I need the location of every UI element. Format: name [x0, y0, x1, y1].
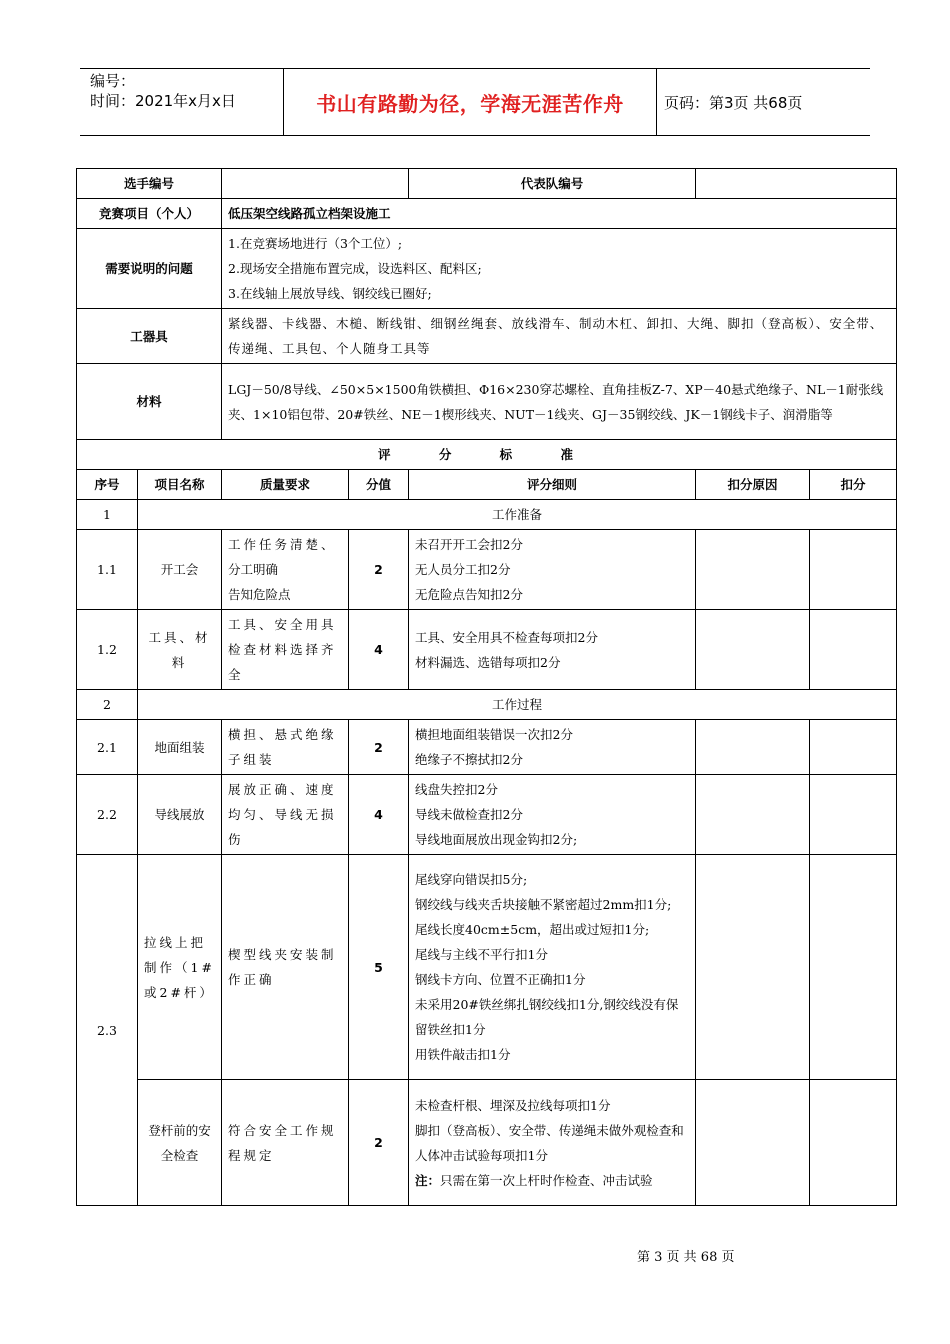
- rule-line: 绝缘子不擦拭扣2分: [415, 752, 523, 767]
- deduct-reason-cell[interactable]: [696, 530, 810, 610]
- rule-line: 线盘失控扣2分: [415, 782, 498, 797]
- item-name: 工具、材料: [138, 610, 222, 690]
- item-no: 1.2: [77, 610, 138, 690]
- rule-line: 无人员分工扣2分: [415, 562, 511, 577]
- table-row: [77, 610, 897, 690]
- deduct-cell[interactable]: [810, 530, 897, 610]
- item-requirement: 楔型线夹安装制作正确: [222, 855, 349, 1080]
- col-header-req: 质量要求: [222, 470, 349, 500]
- item-no: 2.2: [77, 775, 138, 855]
- note-line: 3.在线轴上展放导线、钢绞线已圈好;: [228, 286, 432, 301]
- rule-line: 材料漏选、选错每项扣2分: [415, 654, 561, 670]
- doc-number-label: 编号：: [90, 72, 136, 90]
- deduct-cell[interactable]: [810, 610, 897, 690]
- section-no: 2: [77, 690, 138, 720]
- rule-line: 尾线与主线不平行扣1分: [415, 947, 548, 962]
- rule-line: 钢线卡方向、位置不正确扣1分: [415, 972, 586, 987]
- item-rules: [409, 1080, 696, 1206]
- section-row: [77, 500, 897, 530]
- rule-line: 横担地面组装错误一次扣2分: [415, 727, 573, 742]
- deduct-reason-cell[interactable]: [696, 720, 810, 775]
- deduct-cell[interactable]: [810, 855, 897, 1080]
- info-row-player: [77, 169, 897, 199]
- tools-value: 紧线器、卡线器、木槌、断线钳、细钢丝绳套、放线滑车、制动木杠、卸扣、大绳、脚扣（登高板）、安全带、传递绳、工具包、个人随身工具等: [222, 309, 897, 364]
- item-name: 导线展放: [138, 775, 222, 855]
- event-value: 低压架空线路孤立档架设施工: [222, 199, 897, 229]
- table-row: [77, 855, 897, 1080]
- item-rules: [409, 530, 696, 610]
- scoring-title: 评 分 标 准: [77, 440, 897, 470]
- info-row-notes: [77, 229, 897, 309]
- req-line: 告知危险点: [228, 587, 291, 602]
- item-score: 2: [349, 720, 409, 775]
- rule-line: 用铁件敲击扣1分: [415, 1047, 511, 1062]
- col-header-deduct: 扣分: [810, 470, 897, 500]
- info-row-tools: [77, 309, 897, 364]
- scoring-title-row: [77, 440, 897, 470]
- item-no: 2.1: [77, 720, 138, 775]
- item-no: 1.1: [77, 530, 138, 610]
- col-header-rules: 评分细则: [409, 470, 696, 500]
- item-rules: [409, 610, 696, 690]
- team-no-label-text: 代表队编号: [520, 176, 584, 191]
- item-name: 开工会: [138, 530, 222, 610]
- req-line: 工作任务清楚、: [228, 537, 337, 552]
- deduct-reason-cell[interactable]: [696, 610, 810, 690]
- rule-line: 未召开开工会扣2分: [415, 537, 523, 552]
- player-no-value[interactable]: [222, 169, 409, 199]
- col-header-score: 分值: [349, 470, 409, 500]
- page-footer: 第 3 页 共 68 页: [637, 1250, 735, 1265]
- item-rules: [409, 855, 696, 1080]
- header-page-label: 页码：第3页 共68页: [664, 93, 803, 112]
- rule-line: 工具、安全用具不检查每项扣2分: [415, 629, 598, 645]
- player-no-label: 选手编号: [77, 169, 222, 199]
- note-line: 1.在竞赛场地进行（3个工位）;: [228, 236, 403, 251]
- item-requirement: [222, 530, 349, 610]
- item-requirement: 工具、安全用具检查材料选择齐全: [222, 610, 349, 690]
- event-label: 竞赛项目（个人）: [77, 199, 222, 229]
- rule-note: [415, 1168, 689, 1193]
- header-meta: [90, 71, 236, 111]
- notes-value: [222, 229, 897, 309]
- materials-label: 材料: [77, 364, 222, 440]
- table-row: [77, 720, 897, 775]
- rule-line: 脚扣（登高板）、安全带、传递绳未做外观检查和人体冲击试验每项扣1分: [415, 1122, 684, 1163]
- item-rules: [409, 720, 696, 775]
- item-requirement: 横担、悬式绝缘子组装: [222, 720, 349, 775]
- rule-line: 导线未做检查扣2分: [415, 807, 523, 822]
- col-header-reason: 扣分原因: [696, 470, 810, 500]
- section-title: 工作准备: [138, 500, 897, 530]
- header-motto: 书山有路勤为径，学海无涯苦作舟: [283, 69, 657, 135]
- item-requirement: 展放正确、速度均匀、导线无损伤: [222, 775, 349, 855]
- table-row: [77, 1080, 897, 1206]
- col-header-name: 项目名称: [138, 470, 222, 500]
- item-name: 拉线上把制作（1#或2#杆）: [138, 855, 222, 1080]
- deduct-cell[interactable]: [810, 775, 897, 855]
- item-name: 地面组装: [138, 720, 222, 775]
- rule-line: 钢绞线与线夹舌块接触不紧密超过2mm扣1分;: [415, 897, 672, 912]
- item-rules: [409, 775, 696, 855]
- rule-line: 未采用20#铁丝绑扎钢绞线扣1分,钢绞线没有保留铁丝扣1分: [415, 997, 679, 1037]
- info-row-materials: [77, 364, 897, 440]
- req-line: 分工明确: [228, 562, 279, 577]
- time-label: 时间：2021年x月x日: [90, 92, 236, 110]
- item-name: 登杆前的安全检查: [138, 1080, 222, 1206]
- col-header-no: 序号: [77, 470, 138, 500]
- deduct-reason-cell[interactable]: [696, 775, 810, 855]
- item-no: 2.3: [77, 855, 138, 1206]
- item-score: 4: [349, 775, 409, 855]
- deduct-cell[interactable]: [810, 720, 897, 775]
- deduct-reason-cell[interactable]: [696, 855, 810, 1080]
- info-row-event: [77, 199, 897, 229]
- note-line: 2.现场安全措施布置完成，设选料区、配料区;: [228, 261, 482, 276]
- deduct-cell[interactable]: [810, 1080, 897, 1206]
- rule-line: 无危险点告知扣2分: [415, 587, 523, 602]
- tools-label: 工器具: [77, 309, 222, 364]
- rule-line: 未检查杆根、埋深及拉线每项扣1分: [415, 1097, 611, 1113]
- team-no-label: [409, 169, 696, 199]
- note-text: 只需在第一次上杆时作检查、冲击试验: [440, 1172, 653, 1188]
- scoring-table: [76, 168, 897, 1206]
- deduct-reason-cell[interactable]: [696, 1080, 810, 1206]
- item-score: 2: [349, 1080, 409, 1206]
- section-row: [77, 690, 897, 720]
- rule-line: 尾线穿向错误扣5分;: [415, 872, 528, 887]
- section-no: 1: [77, 500, 138, 530]
- item-score: 2: [349, 530, 409, 610]
- item-score: 4: [349, 610, 409, 690]
- team-no-value[interactable]: [696, 169, 897, 199]
- materials-value: LGJ－50/8导线、∠50×5×1500角铁横担、Φ16×230穿芯螺栓、直角挂板Z-7、XP－40悬式绝缘子、NL－1耐张线夹、1×10铝包带、20#铁丝、NE－1楔形线夹、NUT－1线夹、GJ－35钢绞线、JK－1钢线卡子、润滑脂等: [222, 364, 897, 440]
- notes-label: 需要说明的问题: [77, 229, 222, 309]
- page-header: [80, 68, 870, 136]
- item-requirement: 符合安全工作规程规定: [222, 1080, 349, 1206]
- rule-line: 尾线长度40cm±5cm，超出或过短扣1分;: [415, 922, 650, 937]
- column-header-row: [77, 470, 897, 500]
- item-score: 5: [349, 855, 409, 1080]
- section-title: 工作过程: [138, 690, 897, 720]
- table-row: [77, 530, 897, 610]
- table-row: [77, 775, 897, 855]
- rule-line: 导线地面展放出现金钩扣2分;: [415, 832, 578, 847]
- note-label: 注：: [415, 1172, 441, 1188]
